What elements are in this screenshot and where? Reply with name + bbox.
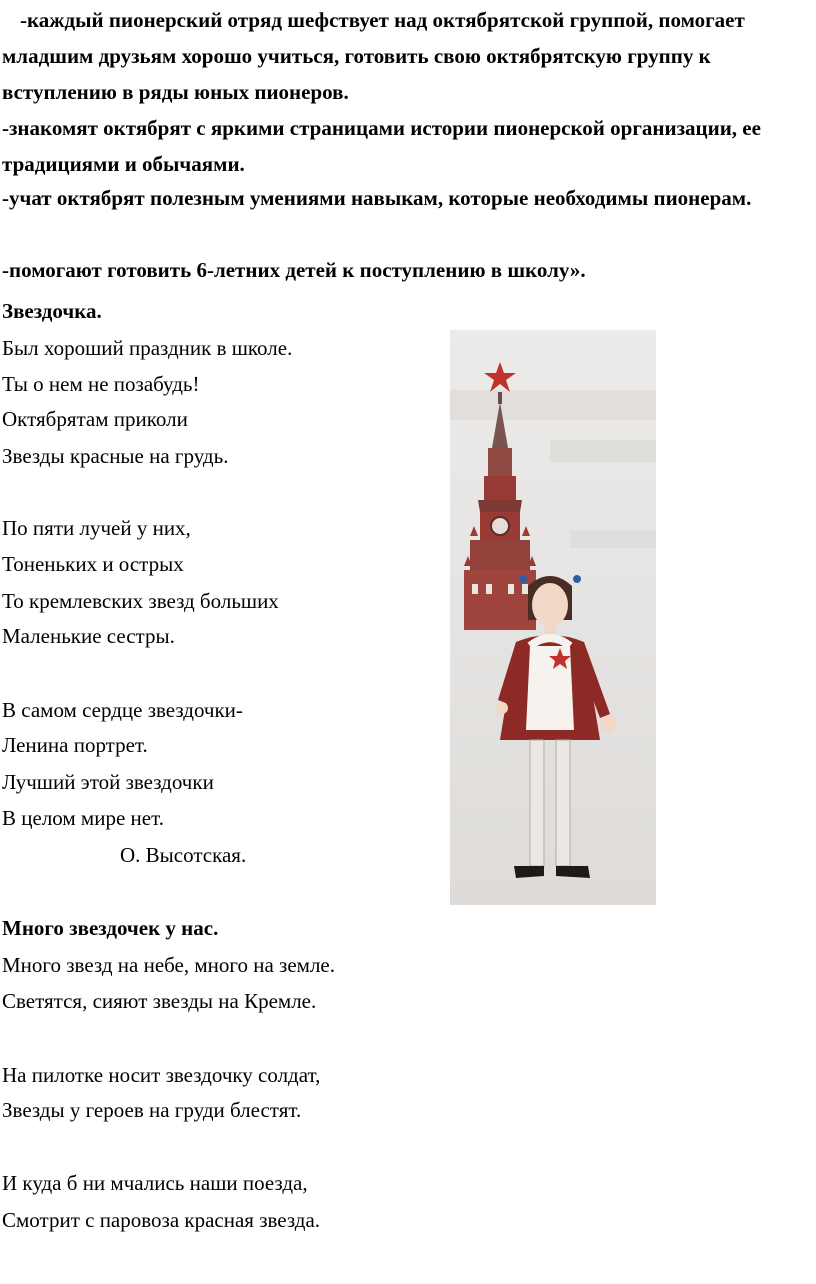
- poem1-line: Звезды красные на грудь.: [2, 444, 229, 468]
- poem2-title: Много звездочек у нас.: [2, 916, 219, 940]
- red-star-icon: [484, 362, 516, 392]
- poem2-line: И куда б ни мчались наши поезда,: [2, 1171, 308, 1195]
- poem1-line: Маленькие сестры.: [2, 624, 175, 648]
- poem2-line: Смотрит с паровоза красная звезда.: [2, 1208, 321, 1232]
- poem2-line: Звезды у героев на груди блестят.: [2, 1098, 302, 1122]
- rule-paragraph-1: -каждый пионерский отряд шефствует над октябрятской группой, помогает младшим друзьям хорошо учиться, готовить свою октябрятскую группу к вступлению в ряды юных пионеров.: [2, 8, 745, 104]
- poem1-line: Лучший этой звездочки: [2, 770, 214, 794]
- poem1-author: О. Высотская.: [120, 843, 247, 867]
- poem1-line: Ты о нем не позабудь!: [2, 372, 200, 396]
- illustration-kremlin-girl: [450, 330, 656, 905]
- poem2-line: Много звезд на небе, много на земле.: [2, 953, 335, 977]
- poem2-line: На пилотке носит звездочку солдат,: [2, 1063, 321, 1087]
- poem1-line: В самом сердце звездочки-: [2, 698, 243, 722]
- poem1-line: Был хороший праздник в школе.: [2, 336, 293, 360]
- rule-paragraph-4: -помогают готовить 6-летних детей к поступлению в школу».: [2, 258, 586, 282]
- poem1-line: Тоненьких и острых: [2, 552, 184, 576]
- poem2-line: Светятся, сияют звезды на Кремле.: [2, 989, 317, 1013]
- poem1-line: По пяти лучей у них,: [2, 516, 191, 540]
- poem1-title: Звездочка.: [2, 299, 102, 323]
- rule-paragraph-3: -учат октябрят полезным умениями навыкам, которые необходимы пионерам.: [2, 186, 752, 210]
- poem1-line: Октябрятам приколи: [2, 407, 188, 431]
- poem1-line: В целом мире нет.: [2, 806, 164, 830]
- rule-paragraph-2: -знакомят октябрят с яркими страницами истории пионерской организации, ее традициями и обычаями.: [2, 116, 761, 176]
- poem1-line: Ленина портрет.: [2, 733, 148, 757]
- poem1-line: То кремлевских звезд больших: [2, 589, 279, 613]
